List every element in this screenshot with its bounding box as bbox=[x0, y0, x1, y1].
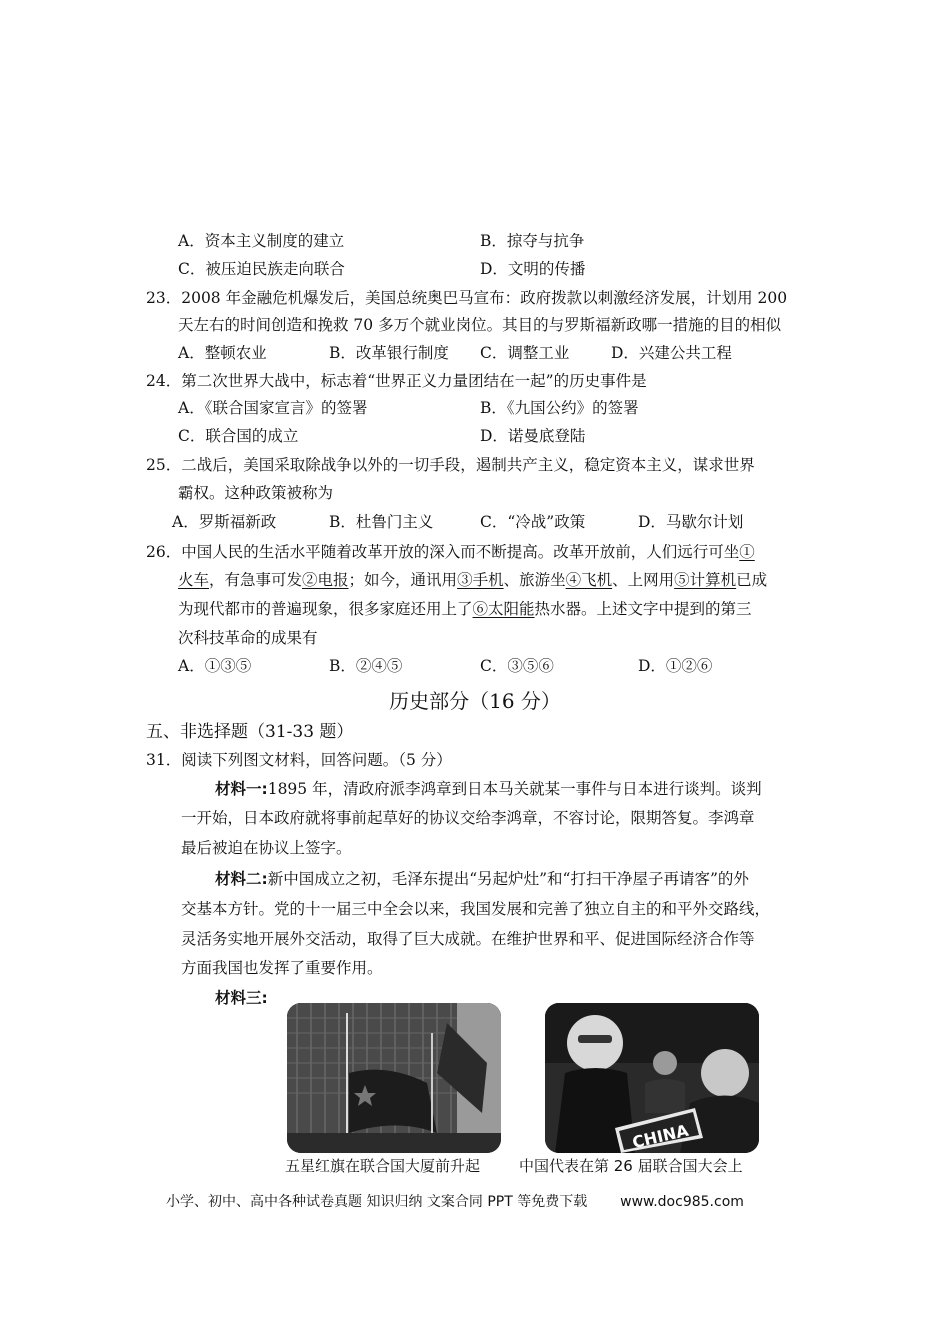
q26-option-c: C．③⑤⑥ bbox=[480, 657, 554, 675]
q22-option-c: C．被压迫民族走向联合 bbox=[178, 260, 345, 278]
q22-option-a: A．资本主义制度的建立 bbox=[178, 232, 345, 250]
material-1-label: 材料一: bbox=[215, 780, 268, 798]
q24-option-b: B．《九国公约》的签署 bbox=[480, 399, 639, 417]
flag-raising-photo bbox=[287, 1003, 501, 1153]
q23-option-c: C．调整工业 bbox=[480, 344, 570, 362]
q26-stem-line4: 次科技革命的成果有 bbox=[178, 629, 318, 647]
q25-stem-line1: 25．二战后，美国采取除战争以外的一切手段，遏制共产主义，稳定资本主义，谋求世界 bbox=[146, 456, 755, 474]
q26-l2-text-c: 、旅游坐 bbox=[503, 571, 566, 589]
section-title: 五、非选择题（31-33 题） bbox=[146, 722, 354, 742]
material-1-line1 bbox=[215, 779, 762, 799]
q23-stem-line1: 23．2008 年金融危机爆发后，美国总统奥巴马宣布：政府拨款以刺激经济发展，计划用 200 bbox=[146, 289, 788, 307]
material-2-label: 材料二: bbox=[215, 870, 268, 888]
caption-flag: 五星红旗在联合国大厦前升起 bbox=[285, 1157, 481, 1175]
footer-text: 小学、初中、高中各种试卷真题 知识归纳 文案合同 PPT 等免费下载 bbox=[166, 1194, 588, 1210]
q26-option-b: B．②④⑤ bbox=[329, 657, 403, 675]
q26-stem-line2 bbox=[178, 570, 767, 590]
q26-stem-line1 bbox=[146, 542, 755, 562]
footer bbox=[166, 1192, 744, 1212]
china-sign-text: CHINA bbox=[630, 1120, 691, 1153]
q23-option-d: D．兴建公共工程 bbox=[611, 344, 732, 362]
footer-url[interactable]: www.doc985.com bbox=[620, 1194, 744, 1210]
part-title: 历史部分（16 分） bbox=[389, 689, 561, 713]
q26-telegram: ②电报 bbox=[302, 571, 349, 589]
q26-l2-text-d: 、上网用 bbox=[612, 571, 675, 589]
q24-option-d: D．诺曼底登陆 bbox=[480, 427, 586, 445]
delegates-image bbox=[545, 1003, 759, 1153]
q26-l3-text-b: 热水器。上述文字中提到的第三 bbox=[534, 600, 752, 618]
q26-plane: ④飞机 bbox=[565, 571, 613, 589]
material-2-line4: 方面我国也发挥了重要作用。 bbox=[181, 959, 383, 977]
q26-stem-line3 bbox=[178, 599, 752, 619]
flag-raising-image bbox=[287, 1003, 501, 1153]
material-1-line2: 一开始，日本政府就将事前起草好的协议交给李鸿章，不容讨论，限期答复。李鸿章 bbox=[181, 809, 755, 827]
q26-phone: ③手机 bbox=[457, 571, 504, 589]
q26-solar: ⑥太阳能 bbox=[472, 600, 535, 618]
q23-option-b: B．改革银行制度 bbox=[329, 344, 449, 362]
q23-option-a: A．整顿农业 bbox=[178, 344, 267, 362]
q25-option-a: A．罗斯福新政 bbox=[172, 513, 277, 531]
q25-stem-line2: 霸权。这种政策被称为 bbox=[178, 484, 334, 502]
q26-train: 火车 bbox=[178, 571, 210, 589]
q26-computer: ⑤计算机 bbox=[674, 571, 737, 589]
q22-option-b: B．掠夺与抗争 bbox=[480, 232, 585, 250]
q26-l1-underline: ① bbox=[739, 543, 755, 561]
q25-option-c: C．“冷战”政策 bbox=[480, 513, 586, 531]
q23-stem-line2: 天左右的时间创造和挽救 70 多万个就业岗位。其目的与罗斯福新政哪一措施的目的相似 bbox=[178, 316, 782, 334]
material-2-line1 bbox=[215, 869, 749, 889]
q26-l2-text-a: ，有急事可发 bbox=[209, 571, 303, 589]
q26-l3-text-a: 为现代都市的普遍现象，很多家庭还用上了 bbox=[178, 600, 473, 618]
q25-option-b: B．杜鲁门主义 bbox=[329, 513, 434, 531]
q24-option-c: C．联合国的成立 bbox=[178, 427, 299, 445]
material-1-text1: 1895 年，清政府派李鸿章到日本马关就某一事件与日本进行谈判。谈判 bbox=[267, 780, 762, 798]
material-1-line3: 最后被迫在协议上签字。 bbox=[181, 839, 352, 857]
q26-l1-text: 26．中国人民的生活水平随着改革开放的深入而不断提高。改革开放前，人们远行可坐 bbox=[146, 543, 740, 561]
material-2-line3: 灵活务实地开展外交活动，取得了巨大成就。在维护世界和平、促进国际经济合作等 bbox=[181, 930, 755, 948]
delegates-photo bbox=[545, 1003, 759, 1153]
material-2-line2: 交基本方针。党的十一届三中全会以来，我国发展和完善了独立自主的和平外交路线， bbox=[181, 900, 771, 918]
q26-l2-text-e: 已成 bbox=[736, 571, 768, 589]
material-2-text1: 新中国成立之初，毛泽东提出“另起炉灶”和“打扫干净屋子再请客”的外 bbox=[267, 870, 749, 888]
q24-option-a: A．《联合国家宣言》的签署 bbox=[178, 399, 368, 417]
q22-option-d: D．文明的传播 bbox=[480, 260, 586, 278]
q24-stem: 24．第二次世界大战中，标志着“世界正义力量团结在一起”的历史事件是 bbox=[146, 372, 647, 390]
caption-delegates: 中国代表在第 26 届联合国大会上 bbox=[519, 1157, 743, 1175]
q26-option-d: D．①②⑥ bbox=[638, 657, 713, 675]
q25-option-d: D．马歇尔计划 bbox=[638, 513, 744, 531]
q26-option-a: A．①③⑤ bbox=[178, 657, 252, 675]
material-3-label: 材料三: bbox=[215, 989, 268, 1007]
q26-l2-text-b: ；如今，通讯用 bbox=[348, 571, 458, 589]
q31-stem: 31．阅读下列图文材料，回答问题。（5 分） bbox=[146, 751, 452, 769]
